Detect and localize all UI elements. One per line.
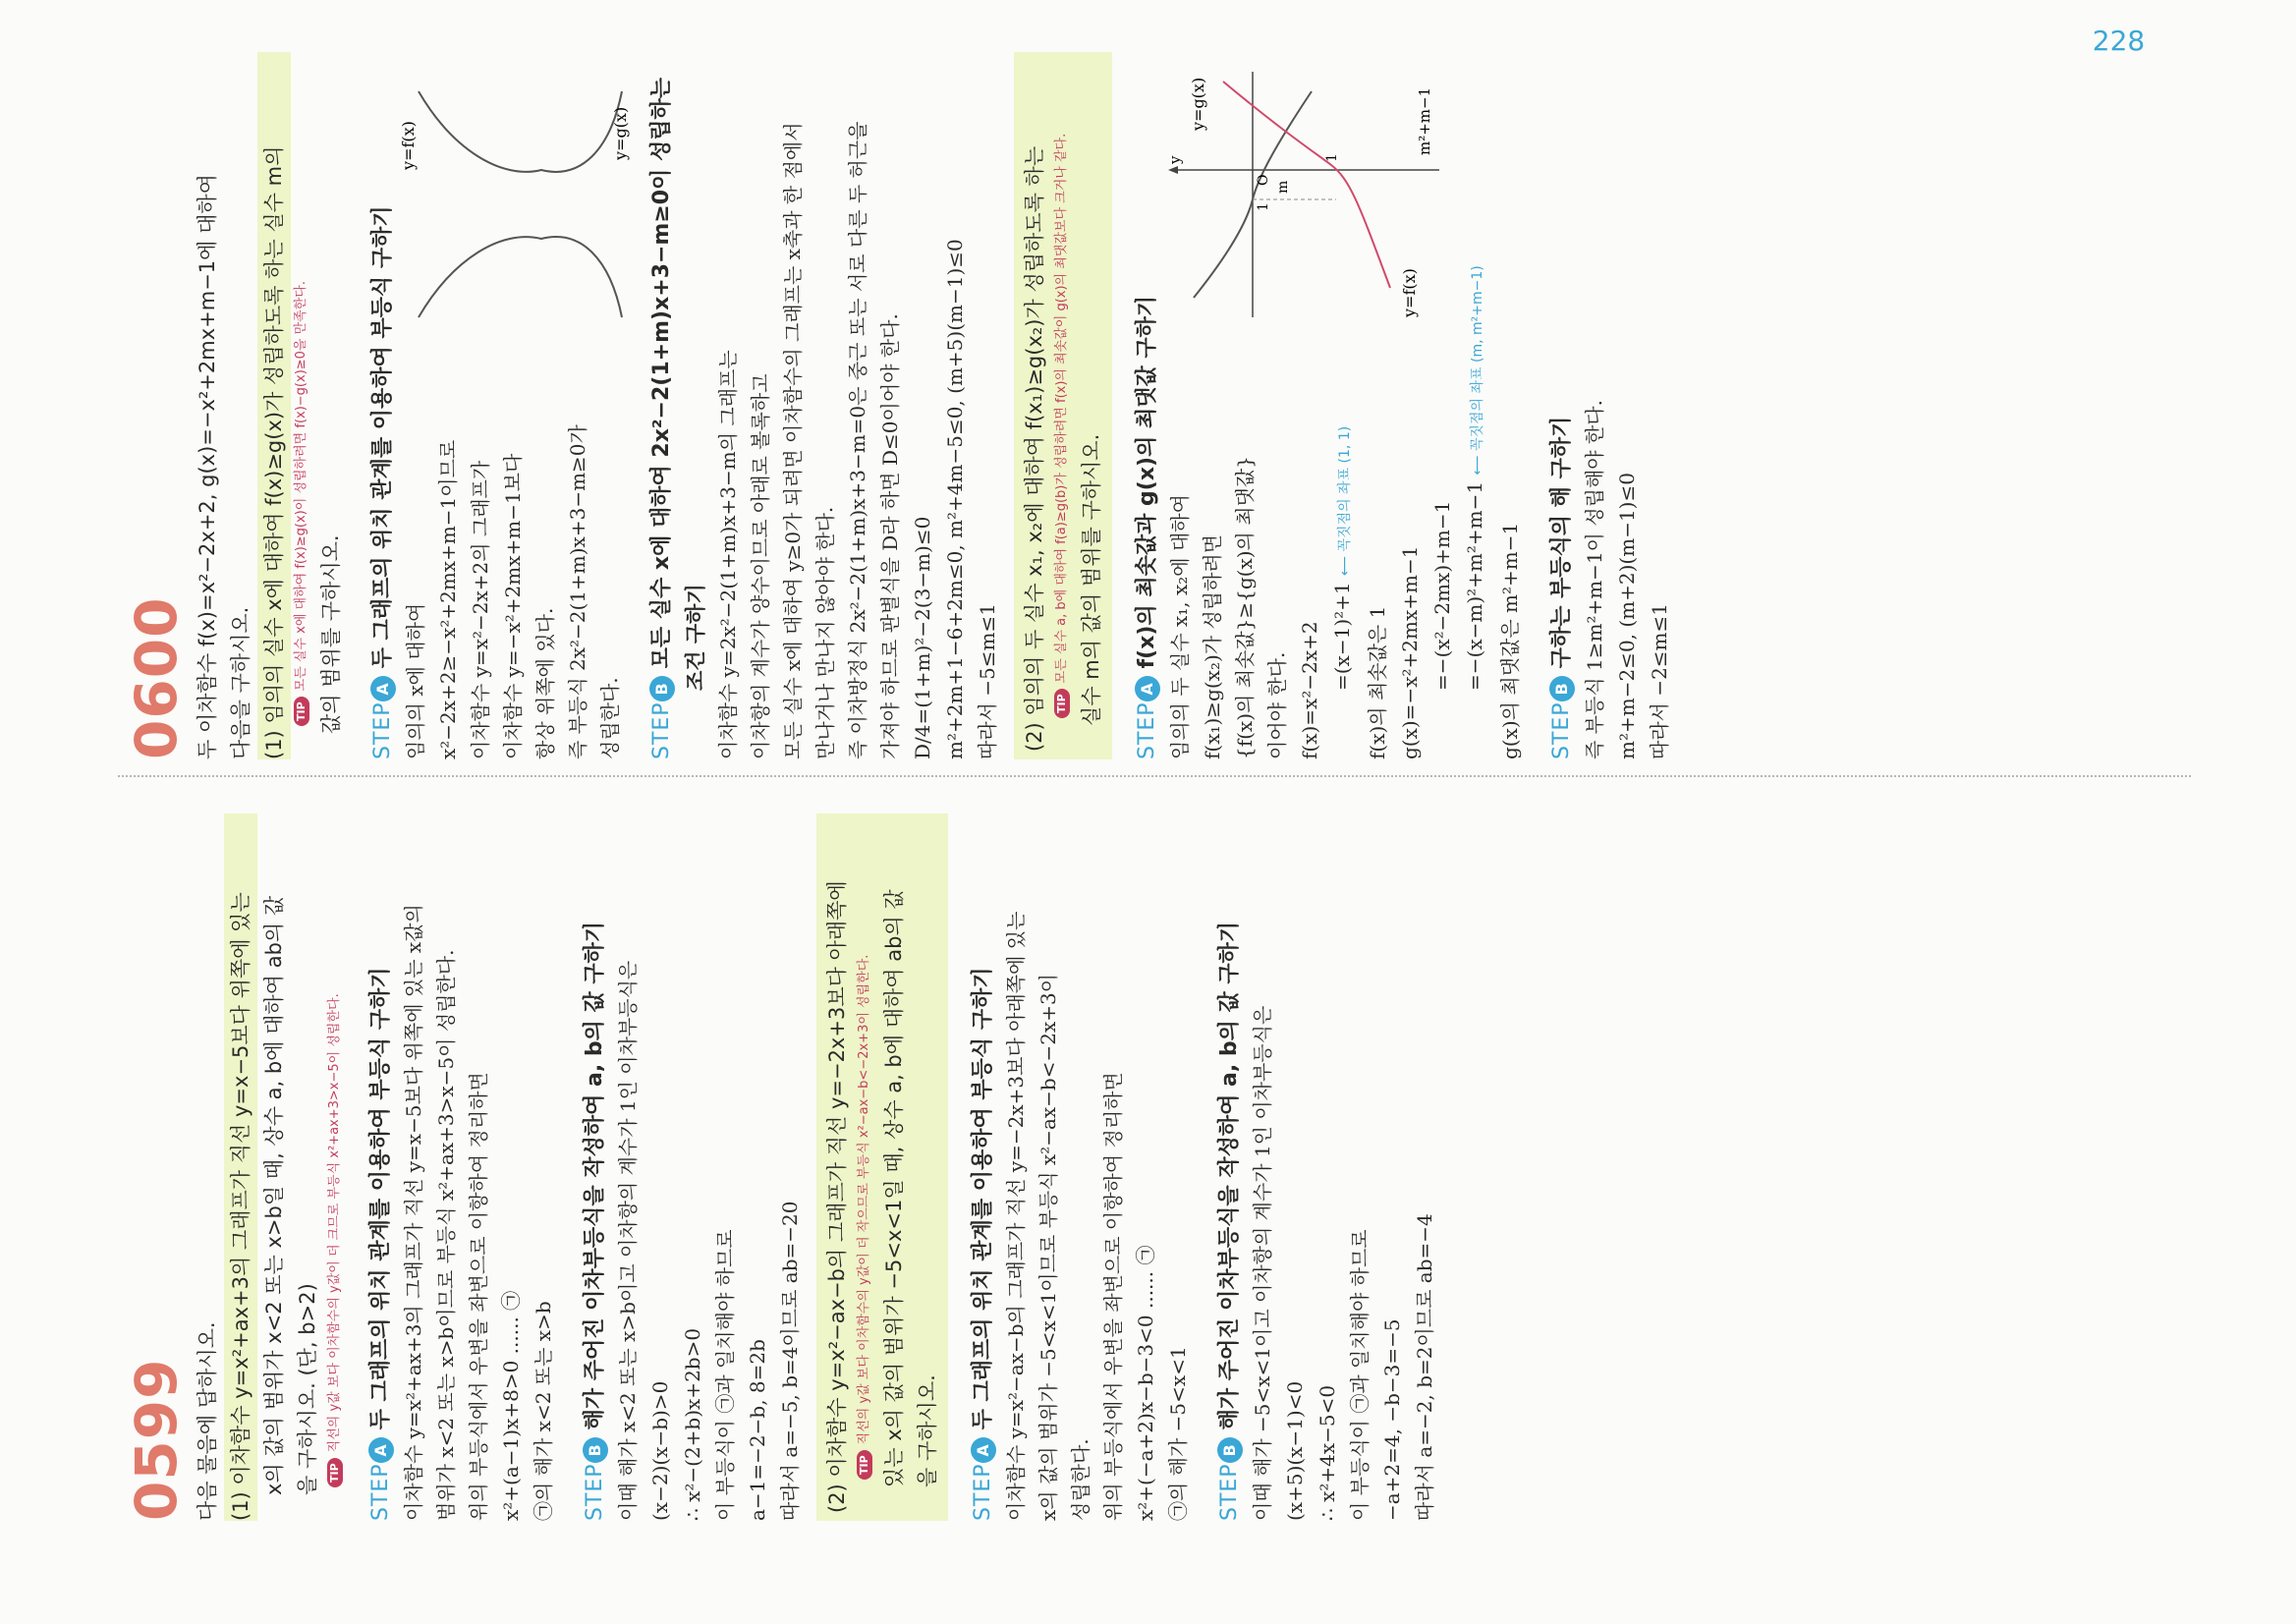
step-a-heading: STEPAf(x)의 최솟값과 g(x)의 최댓값 구하기 [1135,295,1159,759]
question-line: (2) 이차함수 y=x²−ax−b의 그래프가 직선 y=−2x+3보다 아래쪽에 [825,880,849,1513]
solution-line: 즉 부등식 1≥m²+m−1이 성립해야 한다. [1583,400,1606,759]
solution-line: 따라서 −2≤m≤1 [1648,602,1671,759]
problem-intro: 다음을 구하시오. [229,606,252,759]
column-separator [118,775,2191,777]
solution-line: 이 부등식이 ㉠과 일치해야 하므로 [713,1229,737,1521]
problem-number: 0600 [123,596,190,759]
solution-line: 성립한다. [1069,1438,1092,1521]
tip-note: TIP모든 실수 a, b에 대하여 f(a)≥g(b)가 성립하려면 f(x)의 최솟값이 g(x)의 최댓값보다 크거나 같다. [1051,60,1073,718]
question-2 [816,813,948,1521]
x-axis-label: y [1166,155,1184,164]
solution-line: 즉 이차방정식 2x²−2(1+m)x+3−m=0은 중근 또는 서로 다른 두 허근을 [846,121,869,759]
g-curve-label: y=g(x) [611,106,630,160]
step-a-heading: STEPA두 그래프의 위치 관계를 이용하여 부등식 구하기 [370,205,395,759]
solution-line: 따라서 −5≤m≤1 [976,602,999,759]
solution-line: ∴ x²−(2+b)x+2b>0 [681,1327,704,1521]
tip-note: TIP직선의 y값 보다 이차함수의 y값이 더 크므로 부등식 x²+ax+3>x−5이 성립한다. [324,813,346,1487]
x-one-label: 1 [1256,202,1271,211]
solution-line: 임의의 x에 대하여 [404,602,427,759]
solution-line: ㉠의 해가 x<2 또는 x>b [532,1301,555,1521]
solution-line: 따라서 a=−2, b=2이므로 ab=−4 [1413,1213,1436,1521]
solution-line: 즉 부등식 2x²−2(1+m)x+3−m≥0가 [566,424,589,759]
f-curve-label: y=f(x) [399,121,418,170]
solution-line: 위의 부등식에서 우변을 좌변으로 이항하여 정리하면 [1101,1072,1125,1521]
solution-line: x²+(−a+2)x−b−3<0 ...... ㉠ [1134,1245,1157,1521]
question-line: (1) 임의의 실수 x에 대하여 f(x)≥g(x)가 성립하도록 하는 실수 m의 [257,52,291,759]
solution-line: m²+m−2≤0, (m+2)(m−1)≤0 [1615,473,1639,759]
solution-line: 이때 해가 −5<x<1이고 이차항의 계수가 1인 이차부등식은 [1251,1005,1274,1521]
question-line: (2) 임의의 두 실수 x₁, x₂에 대하여 f(x₁)≥g(x₂)가 성립하도록 하는 [1023,145,1046,752]
solution-line: −a+2=4, −b−3=−5 [1380,1318,1404,1521]
question-line: (1) 이차함수 y=x²+ax+3의 그래프가 직선 y=x−5보다 위쪽에 있는 [224,813,257,1521]
solution-line: 이차함수 y=2x²−2(1+m)x+3−m의 그래프는 [716,350,740,759]
solution-line: g(x)=−x²+2mx+m−1 [1398,545,1422,759]
solution-line: 임의의 두 실수 x₁, x₂에 대하여 [1168,494,1192,759]
solution-line: =−(x²−2mx)+m−1 [1430,500,1454,691]
solution-line: 이어야 한다. [1265,651,1289,759]
solution-line: =−(x−m)²+m²+m−1 ⟵ 꼭짓점의 좌표 (m, m²+m−1) [1463,265,1486,691]
tip-badge: TIP [294,697,309,726]
question-line: 실수 m의 값의 범위를 구하시오. [1080,433,1103,726]
solution-line: g(x)의 최댓값은 m²+m−1 [1498,522,1522,759]
solution-line: ∴ x²+4x−5<0 [1316,1384,1339,1521]
tip-badge: TIP [1054,689,1070,718]
solution-line: 이차항의 계수가 양수이므로 아래로 볼록하고 [749,373,772,759]
vertex-note-g: 꼭짓점의 좌표 (m, m²+m−1) [1470,265,1485,452]
solution-line: (x−2)(x−b)>0 [648,1380,672,1521]
graph-figure-2 [1164,62,1449,327]
vertex-note-f: 꼭짓점의 좌표 (1, 1) [1337,425,1353,552]
step-a-heading: STEPA두 그래프의 위치 관계를 이용하여 부등식 구하기 [971,967,995,1521]
solution-line: 성립한다. [598,677,622,759]
tip-badge: TIP [857,1450,872,1480]
page-number: 228 [2092,24,2146,57]
step-b-heading: STEPB해가 주어진 이차부등식을 작성하여 a, b의 값 구하기 [583,921,607,1521]
step-b-heading: STEPB해가 주어진 이차부등식을 작성하여 a, b의 값 구하기 [1217,921,1242,1521]
solution-line: =(x−1)²+1 ⟵ 꼭짓점의 좌표 (1, 1) [1330,425,1354,691]
question-line: 값의 범위를 구하시오. [319,534,343,734]
solution-line: 항상 위쪽에 있다. [533,607,557,759]
solution-line: x의 값의 범위가 −5<x<1이므로 부등식 x²−ax−b<−2x+3이 [1036,973,1060,1521]
tip-badge: TIP [327,1458,343,1487]
problem-0600 [123,52,1676,759]
solution-line: f(x)의 최솟값은 1 [1366,605,1389,759]
problem-number: 0599 [123,1358,190,1521]
question-1 [257,52,348,759]
solution-line: ㉠의 해가 −5<x<1 [1166,1346,1190,1521]
step-b-heading: STEPB구하는 부등식의 해 구하기 [1549,416,1574,759]
question-line: 있는 x의 값의 범위가 −5<x<1일 때, 상수 a, b에 대하여 ab의 값 [882,889,906,1487]
solution-line: 만나거나 만나지 않아야 한다. [813,506,837,759]
solution-line: D/4=(1+m)²−2(3−m)≤0 [911,516,934,759]
solution-line: 이차함수 y=x²+ax+3의 그래프가 직선 y=x−5보다 위쪽에 있는 x값의 [402,904,425,1521]
solution-line: a−1=−2−b, 8=2b [746,1339,769,1521]
g-curve-label: y=g(x) [1189,77,1207,131]
solution-line: x²−2x+2≥−x²+2mx+m−1이므로 [436,439,460,759]
max-label: m²+m−1 [1416,86,1433,155]
solution-line: 이때 해가 x<2 또는 x>b이고 이차항의 계수가 1인 이차부등식은 [616,960,640,1521]
step-heading-cont: 조건 구하기 [684,584,707,691]
question-line: 을 구하시오. [916,1374,939,1487]
solution-line: 따라서 a=−5, b=4이므로 ab=−20 [778,1201,802,1521]
m-label: m [1275,180,1291,194]
solution-line: 범위가 x<2 또는 x>b이므로 부등식 x²+ax+3>x−5이 성립한다. [434,949,458,1521]
solution-line: 가져야 하므로 판별식을 D라 하면 D≤0이어야 한다. [878,313,902,759]
solution-line: 이차함수 y=x²−ax−b의 그래프가 직선 y=−2x+3보다 아래쪽에 있는 [1004,911,1028,1521]
step-a-heading: STEPA두 그래프의 위치 관계를 이용하여 부등식 구하기 [368,967,393,1521]
solution-line: 이 부등식이 ㉠과 일치해야 하므로 [1348,1229,1372,1521]
origin-label: O [1256,174,1271,186]
problem-intro: 다음 물음에 답하시오. [196,1321,219,1521]
tip-note: TIP직선의 y값 보다 이차함수의 y값이 더 작으므로 부등식 x²−ax−b<−2x+3이 성립한다. [854,821,875,1480]
problem-0599 [123,813,1441,1521]
problem-intro: 두 이차함수 f(x)=x²−2x+2, g(x)=−x²+2mx+m−1에 대하여 [196,174,219,759]
step-b-heading: STEPB모든 실수 x에 대하여 2x²−2(1+m)x+3−m≥0이 성립하는 [649,77,674,759]
f-curve-label: y=f(x) [1400,268,1419,317]
one-label: 1 [1324,153,1340,162]
question-1 [224,813,346,1521]
solution-line: 이차함수 y=−x²+2mx+m−1보다 [501,453,525,759]
solution-line: 이차함수 y=x²−2x+2의 그래프가 [469,460,492,759]
solution-line: f(x₁)≥g(x₂)가 성립하려면 [1201,533,1224,759]
solution-line: 위의 부등식에서 우변을 좌변으로 이항하여 정리하면 [467,1072,490,1521]
graph-figure-1 [394,72,630,337]
solution-line: m²+2m+1−6+2m≤0, m²+4m−5≤0, (m+5)(m−1)≤0 [943,239,967,759]
question-2 [1014,52,1112,759]
question-line: 을 구하시오. (단, b>2) [296,1283,319,1495]
question-line: x의 값의 범위가 x<2 또는 x>b일 때, 상수 a, b에 대하여 ab의 값 [262,895,286,1495]
solution-line: f(x)=x²−2x+2 [1298,621,1321,759]
solution-line: x²+(a−1)x+8>0 ...... ㉠ [499,1290,523,1521]
tip-note: TIP모든 실수 x에 대하여 f(x)≥g(x)이 성립하려면 f(x)−g(x)≥0을 만족한다. [291,52,312,726]
solution-line: 모든 실수 x에 대하여 y≥0가 되려면 이차함수의 그래프는 x축과 한 점에서 [781,122,805,759]
solution-line: (x+5)(x−1)<0 [1283,1380,1307,1521]
solution-line: {f(x)의 최솟값}≥{g(x)의 최댓값} [1233,456,1257,759]
